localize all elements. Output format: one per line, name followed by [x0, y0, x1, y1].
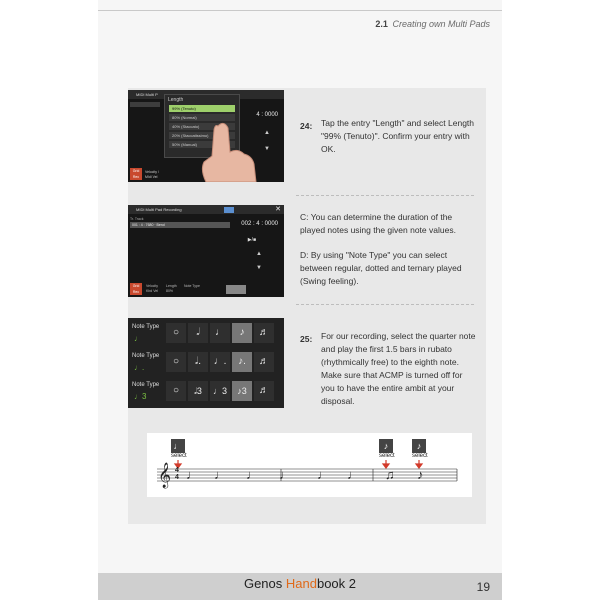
running-header	[375, 19, 490, 29]
down-arrow-icon[interactable]: ▼	[264, 146, 270, 152]
option-staccato[interactable]: 40% (Staccato)	[169, 123, 235, 130]
screen-title-bar: MIDI Multi Pad Recording	[128, 205, 284, 214]
param-length[interactable]: Length 80%	[166, 284, 177, 293]
screen-title-bar: MIDI Multi P	[128, 90, 284, 99]
select-label: select	[379, 453, 395, 459]
triplet-sixteenth-note-cell[interactable]: ♬	[254, 381, 274, 401]
option-staccatissimo[interactable]: 20% (Staccatissimo)	[169, 132, 235, 139]
down-arrow-icon[interactable]: ▼	[256, 265, 262, 271]
track-row	[130, 102, 160, 107]
score-note: ♩	[317, 467, 330, 482]
option-tenuto[interactable]: 99% (Tenuto)	[169, 105, 235, 112]
velocity-label: Velocity / MIdi Vel	[145, 170, 160, 179]
screenshot-note-type	[128, 318, 284, 408]
note-type-label: Note Type	[132, 353, 160, 359]
eighth-note-cell[interactable]: ♪	[232, 323, 252, 343]
close-icon[interactable]: ✕	[275, 206, 281, 213]
score-graphics	[147, 433, 472, 497]
score-note: ♩	[347, 467, 360, 482]
page-number: 19	[476, 580, 490, 594]
step-24-text: Tap the entry "Length" and select Length "99% (Tenuto)". Confirm your entry with OK.	[321, 118, 475, 154]
divider-2	[296, 304, 474, 305]
time-signature-bottom: 4	[175, 474, 179, 481]
note-type-row-dotted	[130, 349, 282, 376]
quarter-note-cell[interactable]: ♩	[210, 323, 230, 343]
track-label: Tr. Track	[130, 217, 144, 221]
up-arrow-icon[interactable]: ▲	[256, 251, 262, 257]
note-type-row-triplet	[130, 378, 282, 405]
dotted-sixteenth-note-cell[interactable]: ♬	[254, 352, 274, 372]
param-velocity[interactable]: Velocity Kbd Vel	[146, 284, 159, 293]
eighth-note-icon: ♪	[379, 439, 393, 453]
sixteenth-note-cell[interactable]: ♬	[254, 323, 274, 343]
whole-note-cell[interactable]: ○	[166, 381, 186, 401]
status-badge	[224, 207, 234, 213]
track-row: 001 : 4 : 7680 · Bend	[130, 222, 230, 228]
footer-title: Genos Handbook 2	[243, 576, 357, 591]
whole-note-cell[interactable]: ○	[166, 323, 186, 343]
triplet-quarter-note-cell[interactable]: ♩3	[210, 381, 230, 401]
step-25-text: For our recording, select the quarter note and play the first 1.5 bars in rubato (rhythmically free) to the eighth note. Make sure that ACMP is turned off for you to have the entire ambit at your disposal.	[321, 331, 476, 406]
step-25-number: 25:	[300, 334, 313, 344]
score-note: ♩	[246, 467, 259, 482]
score-note: ♩	[186, 467, 199, 482]
step-24-number: 24:	[300, 121, 313, 131]
half-note-cell[interactable]: 𝅗𝅥	[188, 323, 208, 343]
score-note: ♩	[214, 467, 227, 482]
grid-rec-button[interactable]: Grid Rec	[130, 168, 142, 180]
grid-rec-button[interactable]: Grid Rec	[130, 283, 142, 295]
screenshot-length-dialog	[128, 90, 284, 182]
note-type-label: Note Type	[132, 324, 160, 330]
quarter-note-icon: ♩	[171, 439, 185, 453]
select-label: select	[171, 453, 187, 459]
selected-note-cell[interactable]	[226, 285, 246, 294]
dotted-half-note-cell[interactable]: 𝅗𝅥.	[188, 352, 208, 372]
triplet-half-note-cell[interactable]: 𝅗𝅥3	[188, 381, 208, 401]
text-d: D: By using "Note Type" you can select between regular, dotted and ternary played (Swing feeling).	[300, 250, 462, 286]
score-note: ♪	[417, 467, 424, 482]
triplet-eighth-note-cell[interactable]: ♪3	[232, 381, 252, 401]
eighth-note-icon: ♪	[412, 439, 426, 453]
note-type-label: Note Type	[132, 382, 160, 388]
note-type-row-regular	[130, 320, 282, 347]
divider-1	[296, 195, 474, 196]
whole-note-cell[interactable]: ○	[166, 352, 186, 372]
dotted-eighth-note-cell[interactable]: ♪.	[232, 352, 252, 372]
up-arrow-icon[interactable]: ▲	[264, 130, 270, 136]
note-type-mark: ♩.	[134, 363, 145, 372]
score-note: ♫	[385, 467, 395, 482]
text-c: C: You can determine the duration of the played notes using the given note values.	[300, 212, 456, 235]
note-type-mark: ♩3	[134, 392, 147, 401]
screenshot-recording	[128, 205, 284, 297]
top-rule	[98, 10, 502, 11]
section-title: Creating own Multi Pads	[392, 19, 490, 29]
option-manual[interactable]: 50% (Manual)	[169, 141, 235, 148]
treble-clef-icon: 𝄞	[158, 462, 172, 487]
time-signature-top: 4	[175, 467, 179, 474]
select-label: select	[412, 453, 428, 459]
counter: 002 : 4 : 0000	[241, 221, 278, 227]
counter: 4 : 0000	[256, 112, 278, 118]
score-area	[147, 433, 472, 497]
dotted-quarter-note-cell[interactable]: ♩.	[210, 352, 230, 372]
param-note-type[interactable]: Note Type	[184, 284, 200, 288]
option-normal[interactable]: 80% (Normal)	[169, 114, 235, 121]
play-stop-icon[interactable]: ▶/■	[247, 237, 256, 243]
section-number: 2.1	[375, 19, 388, 29]
note-type-mark: ♩	[134, 334, 142, 343]
popup-title: Length	[168, 97, 184, 103]
score-note: ♩	[279, 467, 292, 482]
finger-pointer-icon	[190, 118, 260, 182]
